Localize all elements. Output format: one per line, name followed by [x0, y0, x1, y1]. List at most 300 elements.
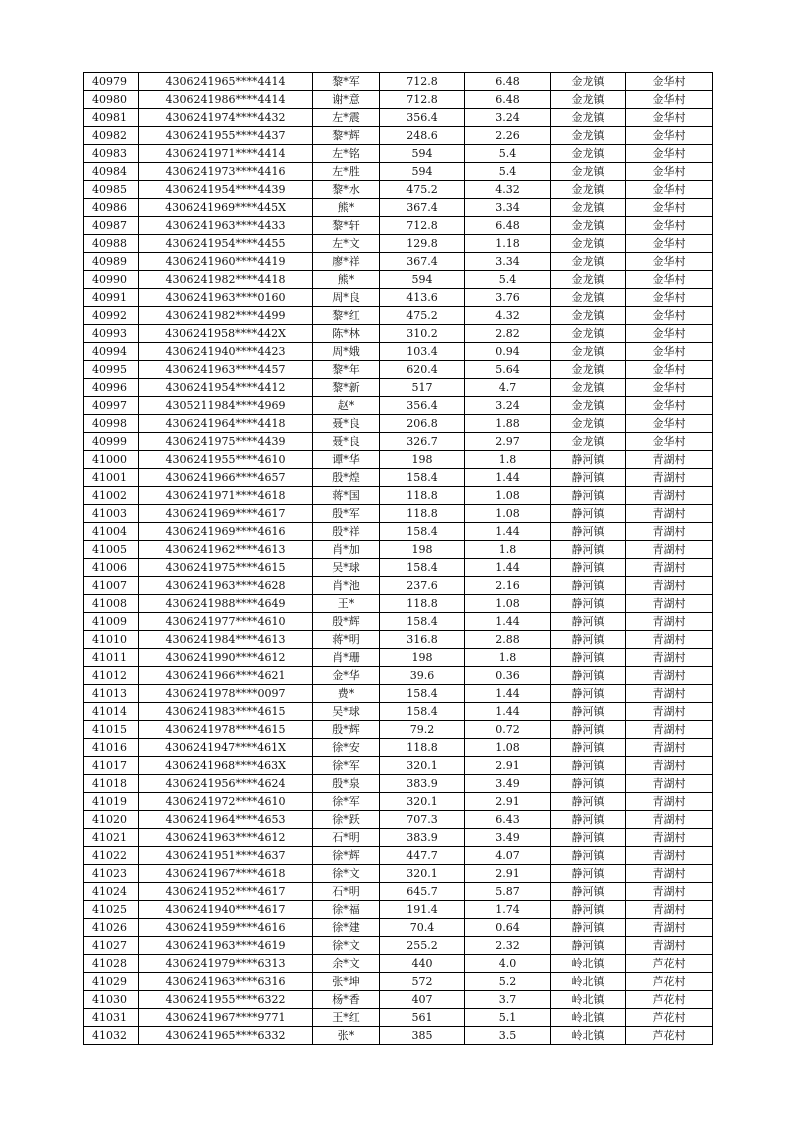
village-cell: 金华村 [626, 181, 713, 199]
amount-cell: 158.4 [380, 523, 465, 541]
amount-cell: 316.8 [380, 631, 465, 649]
area-cell: 1.18 [465, 235, 551, 253]
town-cell: 静河镇 [551, 685, 626, 703]
village-cell: 芦花村 [626, 955, 713, 973]
area-cell: 3.7 [465, 991, 551, 1009]
area-cell: 6.48 [465, 73, 551, 91]
data-table [83, 72, 713, 1045]
amount-cell: 248.6 [380, 127, 465, 145]
name-cell: 费* [313, 685, 380, 703]
town-cell: 金龙镇 [551, 145, 626, 163]
name-cell: 徐*文 [313, 937, 380, 955]
village-cell: 青湖村 [626, 577, 713, 595]
village-cell: 青湖村 [626, 451, 713, 469]
area-cell: 3.49 [465, 775, 551, 793]
village-cell: 青湖村 [626, 469, 713, 487]
table-row [84, 739, 713, 757]
name-cell: 左*胜 [313, 163, 380, 181]
id-number-cell: 4306241940****4423 [139, 343, 313, 361]
amount-cell: 447.7 [380, 847, 465, 865]
area-cell: 1.44 [465, 613, 551, 631]
village-cell: 金华村 [626, 433, 713, 451]
table-row [84, 343, 713, 361]
village-cell: 金华村 [626, 397, 713, 415]
id-number-cell: 4306241986****4414 [139, 91, 313, 109]
table-row [84, 595, 713, 613]
name-cell: 张*坤 [313, 973, 380, 991]
amount-cell: 158.4 [380, 469, 465, 487]
village-cell: 金华村 [626, 325, 713, 343]
village-cell: 青湖村 [626, 829, 713, 847]
name-cell: 殷*祥 [313, 523, 380, 541]
area-cell: 1.08 [465, 505, 551, 523]
id-number-cell: 4306241978****4615 [139, 721, 313, 739]
area-cell: 6.48 [465, 217, 551, 235]
amount-cell: 158.4 [380, 613, 465, 631]
table-row [84, 307, 713, 325]
name-cell: 聂*良 [313, 415, 380, 433]
area-cell: 2.91 [465, 757, 551, 775]
village-cell: 青湖村 [626, 721, 713, 739]
town-cell: 金龙镇 [551, 271, 626, 289]
name-cell: 熊* [313, 271, 380, 289]
town-cell: 静河镇 [551, 739, 626, 757]
row-number-cell: 40992 [84, 307, 139, 325]
town-cell: 金龙镇 [551, 199, 626, 217]
town-cell: 岭北镇 [551, 955, 626, 973]
table-row [84, 811, 713, 829]
id-number-cell: 4306241982****4418 [139, 271, 313, 289]
id-number-cell: 4305211984****4969 [139, 397, 313, 415]
row-number-cell: 41024 [84, 883, 139, 901]
table-row [84, 217, 713, 235]
id-number-cell: 4306241954****4455 [139, 235, 313, 253]
table-row [84, 451, 713, 469]
row-number-cell: 40996 [84, 379, 139, 397]
table-row [84, 271, 713, 289]
row-number-cell: 40985 [84, 181, 139, 199]
row-number-cell: 40986 [84, 199, 139, 217]
area-cell: 1.44 [465, 703, 551, 721]
amount-cell: 712.8 [380, 91, 465, 109]
row-number-cell: 41012 [84, 667, 139, 685]
amount-cell: 129.8 [380, 235, 465, 253]
area-cell: 4.32 [465, 181, 551, 199]
table-row [84, 649, 713, 667]
name-cell: 石*明 [313, 829, 380, 847]
id-number-cell: 4306241965****4414 [139, 73, 313, 91]
name-cell: 黎*年 [313, 361, 380, 379]
amount-cell: 475.2 [380, 181, 465, 199]
town-cell: 静河镇 [551, 469, 626, 487]
amount-cell: 118.8 [380, 739, 465, 757]
name-cell: 殷*泉 [313, 775, 380, 793]
table-row [84, 685, 713, 703]
name-cell: 谭*华 [313, 451, 380, 469]
table-row [84, 613, 713, 631]
name-cell: 徐*福 [313, 901, 380, 919]
village-cell: 青湖村 [626, 703, 713, 721]
name-cell: 杨*香 [313, 991, 380, 1009]
id-number-cell: 4306241963****4628 [139, 577, 313, 595]
id-number-cell: 4306241984****4613 [139, 631, 313, 649]
table-row [84, 433, 713, 451]
name-cell: 廖*祥 [313, 253, 380, 271]
row-number-cell: 41026 [84, 919, 139, 937]
row-number-cell: 41016 [84, 739, 139, 757]
area-cell: 1.44 [465, 559, 551, 577]
area-cell: 5.64 [465, 361, 551, 379]
id-number-cell: 4306241963****6316 [139, 973, 313, 991]
amount-cell: 645.7 [380, 883, 465, 901]
area-cell: 5.4 [465, 163, 551, 181]
id-number-cell: 4306241964****4418 [139, 415, 313, 433]
row-number-cell: 41006 [84, 559, 139, 577]
name-cell: 黎*红 [313, 307, 380, 325]
table-row [84, 73, 713, 91]
area-cell: 1.08 [465, 595, 551, 613]
name-cell: 黎*水 [313, 181, 380, 199]
town-cell: 金龙镇 [551, 109, 626, 127]
name-cell: 吴*球 [313, 703, 380, 721]
table-row [84, 1027, 713, 1045]
area-cell: 6.43 [465, 811, 551, 829]
amount-cell: 39.6 [380, 667, 465, 685]
id-number-cell: 4306241962****4613 [139, 541, 313, 559]
table-row [84, 361, 713, 379]
village-cell: 芦花村 [626, 1027, 713, 1045]
amount-cell: 198 [380, 649, 465, 667]
village-cell: 芦花村 [626, 991, 713, 1009]
id-number-cell: 4306241979****6313 [139, 955, 313, 973]
name-cell: 王* [313, 595, 380, 613]
town-cell: 静河镇 [551, 811, 626, 829]
row-number-cell: 41010 [84, 631, 139, 649]
village-cell: 金华村 [626, 289, 713, 307]
town-cell: 金龙镇 [551, 73, 626, 91]
village-cell: 芦花村 [626, 973, 713, 991]
town-cell: 金龙镇 [551, 163, 626, 181]
id-number-cell: 4306241990****4612 [139, 649, 313, 667]
name-cell: 徐*军 [313, 757, 380, 775]
town-cell: 金龙镇 [551, 343, 626, 361]
id-number-cell: 4306241975****4615 [139, 559, 313, 577]
table-row [84, 559, 713, 577]
id-number-cell: 4306241966****4621 [139, 667, 313, 685]
name-cell: 徐*建 [313, 919, 380, 937]
table-row [84, 865, 713, 883]
name-cell: 左*文 [313, 235, 380, 253]
area-cell: 3.34 [465, 199, 551, 217]
town-cell: 静河镇 [551, 793, 626, 811]
village-cell: 青湖村 [626, 883, 713, 901]
row-number-cell: 40990 [84, 271, 139, 289]
town-cell: 金龙镇 [551, 253, 626, 271]
area-cell: 1.08 [465, 487, 551, 505]
id-number-cell: 4306241974****4432 [139, 109, 313, 127]
id-number-cell: 4306241955****4610 [139, 451, 313, 469]
id-number-cell: 4306241965****6332 [139, 1027, 313, 1045]
amount-cell: 103.4 [380, 343, 465, 361]
amount-cell: 383.9 [380, 829, 465, 847]
table-row [84, 541, 713, 559]
area-cell: 5.4 [465, 271, 551, 289]
village-cell: 金华村 [626, 145, 713, 163]
village-cell: 青湖村 [626, 487, 713, 505]
name-cell: 黎*新 [313, 379, 380, 397]
town-cell: 金龙镇 [551, 91, 626, 109]
name-cell: 肖*池 [313, 577, 380, 595]
table-row [84, 955, 713, 973]
amount-cell: 118.8 [380, 505, 465, 523]
amount-cell: 475.2 [380, 307, 465, 325]
town-cell: 金龙镇 [551, 325, 626, 343]
amount-cell: 367.4 [380, 199, 465, 217]
village-cell: 金华村 [626, 235, 713, 253]
row-number-cell: 41017 [84, 757, 139, 775]
area-cell: 3.24 [465, 109, 551, 127]
name-cell: 黎*辉 [313, 127, 380, 145]
id-number-cell: 4306241955****4437 [139, 127, 313, 145]
amount-cell: 712.8 [380, 217, 465, 235]
area-cell: 3.24 [465, 397, 551, 415]
id-number-cell: 4306241969****4616 [139, 523, 313, 541]
amount-cell: 367.4 [380, 253, 465, 271]
table-row [84, 721, 713, 739]
area-cell: 3.34 [465, 253, 551, 271]
name-cell: 殷*辉 [313, 613, 380, 631]
table-row [84, 631, 713, 649]
village-cell: 青湖村 [626, 847, 713, 865]
area-cell: 4.07 [465, 847, 551, 865]
table-row [84, 325, 713, 343]
row-number-cell: 41032 [84, 1027, 139, 1045]
village-cell: 青湖村 [626, 505, 713, 523]
row-number-cell: 40997 [84, 397, 139, 415]
id-number-cell: 4306241978****0097 [139, 685, 313, 703]
row-number-cell: 41031 [84, 1009, 139, 1027]
name-cell: 石*明 [313, 883, 380, 901]
amount-cell: 118.8 [380, 487, 465, 505]
row-number-cell: 41000 [84, 451, 139, 469]
village-cell: 青湖村 [626, 541, 713, 559]
town-cell: 静河镇 [551, 721, 626, 739]
table-row [84, 703, 713, 721]
village-cell: 金华村 [626, 91, 713, 109]
name-cell: 徐*跃 [313, 811, 380, 829]
row-number-cell: 40984 [84, 163, 139, 181]
table-row [84, 91, 713, 109]
town-cell: 静河镇 [551, 631, 626, 649]
table-row [84, 919, 713, 937]
table-row [84, 901, 713, 919]
row-number-cell: 40980 [84, 91, 139, 109]
village-cell: 金华村 [626, 271, 713, 289]
table-row [84, 163, 713, 181]
town-cell: 金龙镇 [551, 379, 626, 397]
amount-cell: 413.6 [380, 289, 465, 307]
village-cell: 青湖村 [626, 523, 713, 541]
village-cell: 金华村 [626, 217, 713, 235]
name-cell: 徐*文 [313, 865, 380, 883]
table-row [84, 847, 713, 865]
town-cell: 静河镇 [551, 937, 626, 955]
row-number-cell: 41014 [84, 703, 139, 721]
table-row [84, 937, 713, 955]
amount-cell: 320.1 [380, 757, 465, 775]
village-cell: 青湖村 [626, 865, 713, 883]
town-cell: 静河镇 [551, 559, 626, 577]
name-cell: 周*娥 [313, 343, 380, 361]
village-cell: 青湖村 [626, 901, 713, 919]
village-cell: 青湖村 [626, 793, 713, 811]
town-cell: 静河镇 [551, 883, 626, 901]
table-row [84, 145, 713, 163]
name-cell: 徐*辉 [313, 847, 380, 865]
area-cell: 1.44 [465, 685, 551, 703]
row-number-cell: 41025 [84, 901, 139, 919]
amount-cell: 594 [380, 163, 465, 181]
row-number-cell: 40987 [84, 217, 139, 235]
village-cell: 芦花村 [626, 1009, 713, 1027]
table-row [84, 127, 713, 145]
table-row [84, 289, 713, 307]
name-cell: 陈*林 [313, 325, 380, 343]
amount-cell: 440 [380, 955, 465, 973]
id-number-cell: 4306241963****0160 [139, 289, 313, 307]
village-cell: 青湖村 [626, 739, 713, 757]
row-number-cell: 41029 [84, 973, 139, 991]
area-cell: 4.32 [465, 307, 551, 325]
town-cell: 岭北镇 [551, 1009, 626, 1027]
row-number-cell: 41030 [84, 991, 139, 1009]
name-cell: 王*红 [313, 1009, 380, 1027]
row-number-cell: 40995 [84, 361, 139, 379]
town-cell: 静河镇 [551, 667, 626, 685]
town-cell: 金龙镇 [551, 397, 626, 415]
amount-cell: 191.4 [380, 901, 465, 919]
town-cell: 金龙镇 [551, 217, 626, 235]
amount-cell: 158.4 [380, 703, 465, 721]
name-cell: 黎*军 [313, 73, 380, 91]
row-number-cell: 40991 [84, 289, 139, 307]
name-cell: 徐*军 [313, 793, 380, 811]
table-row [84, 253, 713, 271]
town-cell: 静河镇 [551, 487, 626, 505]
name-cell: 余*文 [313, 955, 380, 973]
name-cell: 金*华 [313, 667, 380, 685]
row-number-cell: 41023 [84, 865, 139, 883]
id-number-cell: 4306241954****4439 [139, 181, 313, 199]
village-cell: 金华村 [626, 361, 713, 379]
town-cell: 金龙镇 [551, 127, 626, 145]
table-row [84, 883, 713, 901]
row-number-cell: 41027 [84, 937, 139, 955]
name-cell: 吴*球 [313, 559, 380, 577]
area-cell: 5.2 [465, 973, 551, 991]
row-number-cell: 41005 [84, 541, 139, 559]
area-cell: 2.91 [465, 865, 551, 883]
table-row [84, 775, 713, 793]
table-row [84, 505, 713, 523]
town-cell: 静河镇 [551, 901, 626, 919]
area-cell: 3.76 [465, 289, 551, 307]
town-cell: 静河镇 [551, 649, 626, 667]
row-number-cell: 41022 [84, 847, 139, 865]
village-cell: 青湖村 [626, 631, 713, 649]
amount-cell: 70.4 [380, 919, 465, 937]
village-cell: 青湖村 [626, 811, 713, 829]
id-number-cell: 4306241963****4612 [139, 829, 313, 847]
town-cell: 静河镇 [551, 757, 626, 775]
amount-cell: 326.7 [380, 433, 465, 451]
row-number-cell: 40998 [84, 415, 139, 433]
name-cell: 张* [313, 1027, 380, 1045]
amount-cell: 198 [380, 541, 465, 559]
amount-cell: 158.4 [380, 559, 465, 577]
village-cell: 青湖村 [626, 559, 713, 577]
village-cell: 金华村 [626, 415, 713, 433]
village-cell: 青湖村 [626, 757, 713, 775]
id-number-cell: 4306241977****4610 [139, 613, 313, 631]
amount-cell: 118.8 [380, 595, 465, 613]
id-number-cell: 4306241954****4412 [139, 379, 313, 397]
area-cell: 2.32 [465, 937, 551, 955]
village-cell: 青湖村 [626, 613, 713, 631]
name-cell: 左*震 [313, 109, 380, 127]
town-cell: 静河镇 [551, 451, 626, 469]
id-number-cell: 4306241967****4618 [139, 865, 313, 883]
id-number-cell: 4306241940****4617 [139, 901, 313, 919]
row-number-cell: 40994 [84, 343, 139, 361]
table-row [84, 991, 713, 1009]
name-cell: 蒋*国 [313, 487, 380, 505]
amount-cell: 356.4 [380, 109, 465, 127]
row-number-cell: 41019 [84, 793, 139, 811]
id-number-cell: 4306241971****4618 [139, 487, 313, 505]
table-row [84, 235, 713, 253]
table-body [84, 73, 713, 1045]
town-cell: 岭北镇 [551, 991, 626, 1009]
town-cell: 静河镇 [551, 595, 626, 613]
id-number-cell: 4306241967****9771 [139, 1009, 313, 1027]
town-cell: 静河镇 [551, 703, 626, 721]
area-cell: 0.94 [465, 343, 551, 361]
town-cell: 静河镇 [551, 919, 626, 937]
name-cell: 赵* [313, 397, 380, 415]
town-cell: 金龙镇 [551, 235, 626, 253]
row-number-cell: 41013 [84, 685, 139, 703]
amount-cell: 572 [380, 973, 465, 991]
area-cell: 0.36 [465, 667, 551, 685]
table-row [84, 181, 713, 199]
village-cell: 金华村 [626, 307, 713, 325]
table-row [84, 757, 713, 775]
id-number-cell: 4306241972****4610 [139, 793, 313, 811]
village-cell: 青湖村 [626, 667, 713, 685]
area-cell: 5.4 [465, 145, 551, 163]
row-number-cell: 40989 [84, 253, 139, 271]
village-cell: 青湖村 [626, 649, 713, 667]
town-cell: 静河镇 [551, 829, 626, 847]
row-number-cell: 41021 [84, 829, 139, 847]
amount-cell: 620.4 [380, 361, 465, 379]
name-cell: 肖*加 [313, 541, 380, 559]
name-cell: 谢*意 [313, 91, 380, 109]
area-cell: 2.26 [465, 127, 551, 145]
area-cell: 0.72 [465, 721, 551, 739]
id-number-cell: 4306241963****4457 [139, 361, 313, 379]
